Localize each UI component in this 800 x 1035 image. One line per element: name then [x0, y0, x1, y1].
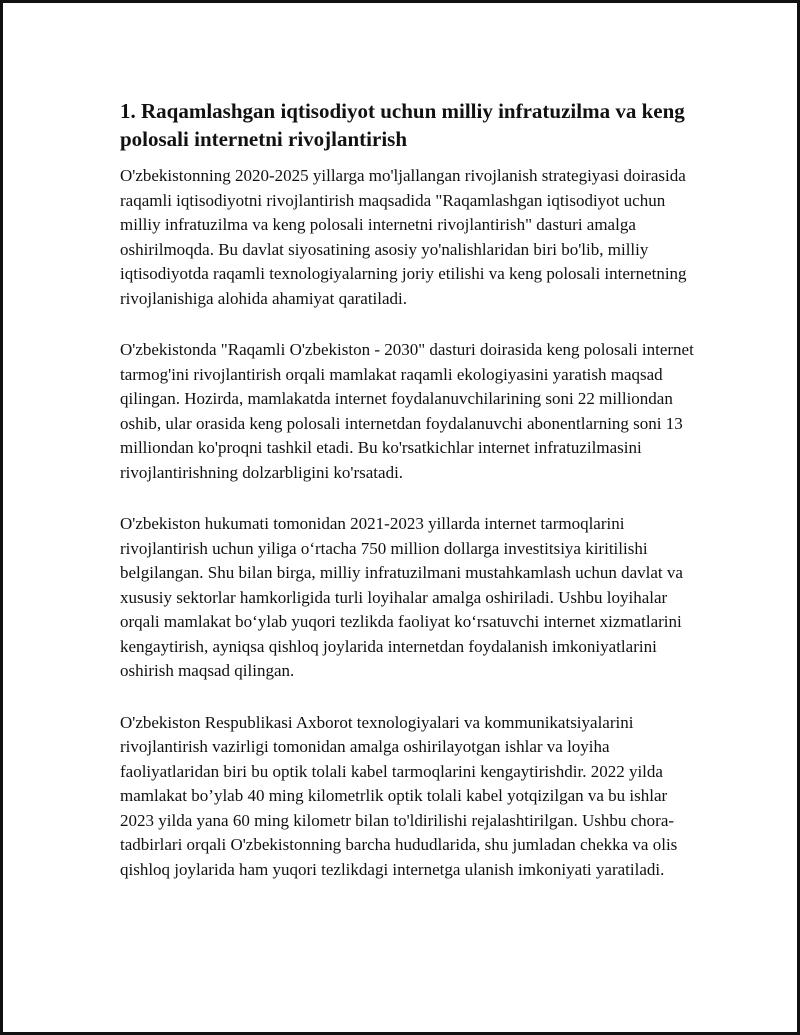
- paragraph-4: O'zbekiston Respublikasi Axborot texnologiyalari va kommunikatsiyalarini rivojlantirish vazirligi tomonidan amalga oshirilayotgan ishlar va loyiha faoliyatlaridan biri bu optik tolali kabel tarmoqlarini kengaytirishdir. 2022 yilda mamlakat bo’ylab 40 ming kilometrlik optik tolali kabel yotqizilgan va bu ishlar 2023 yilda yana 60 ming kilometr bilan to'ldirilishi rejalashtirilgan. Ushbu chora-tadbirlari orqali O'zbekistonning barcha hududlarida, shu jumladan chekka va olis qishloq joylarida ham yuqori tezlikdagi internetga ulanish imkoniyati yaratiladi.: [120, 712, 678, 879]
- paragraph-2: O'zbekistonda "Raqamli O'zbekiston - 2030" dasturi doirasida keng polosali internet tarmog'ini rivojlantirish orqali mamlakat raqamli ekologiyasini yaratish maqsad qilingan. Hozirda, mamlakatda internet foydalanuvchilarining soni 22 milliondan oshib, ular orasida keng polosali internetdan foydalanuvchi abonentlarning soni 13 milliondan ko'proqni tashkil etadi. Bu ko'rsatkichlar internet infratuzilmasini rivojlantirishning dolzarbligini ko'rsatadi.: [120, 340, 694, 482]
- section-heading: 1. Raqamlashgan iqtisodiyot uchun milliy infratuzilma va keng polosali internetni rivojlantirish: [120, 99, 685, 151]
- paragraph-3: O'zbekiston hukumati tomonidan 2021-2023 yillarda internet tarmoqlarini rivojlantirish uchun yiliga o‘rtacha 750 million dollarga investitsiya kiritilishi belgilangan. Shu bilan birga, milliy infratuzilmani mustahkamlash uchun davlat va xususiy sektorlar hamkorligida turli loyihalar amalga oshiriladi. Ushbu loyihalar orqali mamlakat bo‘ylab yuqori tezlikda faoliyat ko‘rsatuvchi internet xizmatlarini kengaytirish, ayniqsa qishloq joylarida internetdan foydalanish imkoniyatlarini oshirish maqsad qilingan.: [120, 514, 683, 680]
- document-body: [120, 97, 700, 909]
- paragraph-1: O'zbekistonning 2020-2025 yillarga mo'ljallangan rivojlanish strategiyasi doirasida raqamli iqtisodiyotni rivojlantirish maqsadida "Raqamlashgan iqtisodiyot uchun milliy infratuzilma va keng polosali internetni rivojlantirish" dasturi amalga oshirilmoqda. Bu davlat siyosatining asosiy yo'nalishlaridan biri bo'lib, milliy iqtisodiyotda raqamli texnologiyalarning joriy etilishi va keng polosali internetning rivojlanishiga alohida ahamiyat qaratiladi.: [120, 166, 687, 308]
